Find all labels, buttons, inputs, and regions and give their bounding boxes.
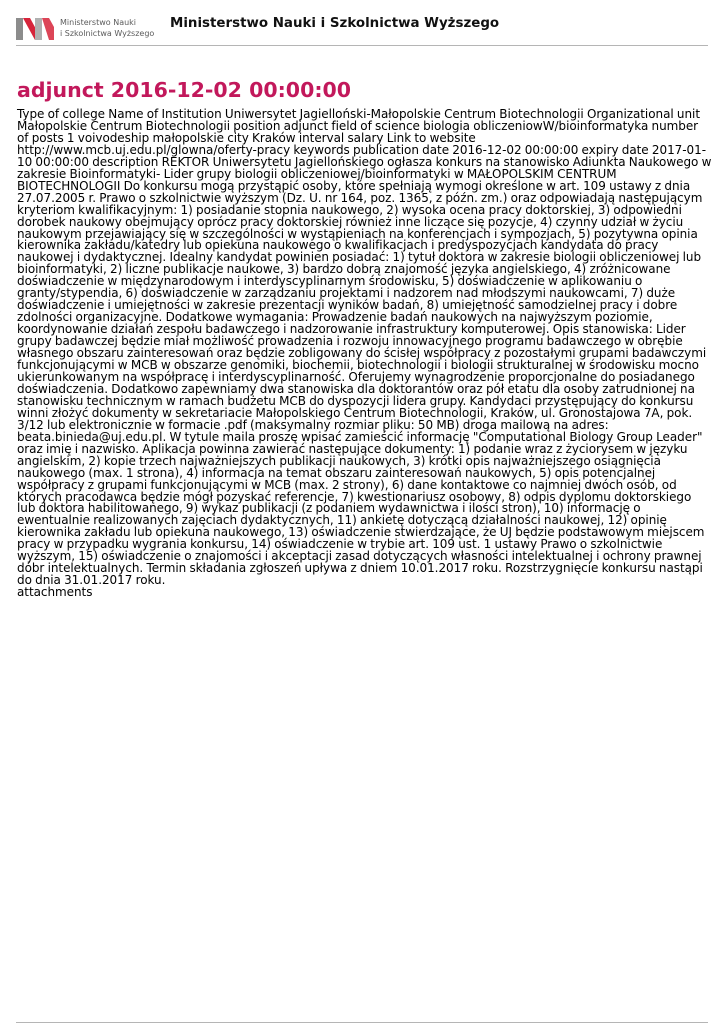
attachments-label: attachments: [17, 585, 93, 600]
footer-divider: [16, 1022, 708, 1023]
ministry-logo-icon: [16, 18, 54, 40]
logo-text: [60, 17, 154, 39]
page-header: [16, 14, 708, 44]
document-body: Type of college Name of Institution Uniwersytet Jagielloński-Małopolskie Centrum Biotechnologii Organizational unit Małopolskie Centrum Biotechnologii position adjunct field of science biologia obliczeniowW/bioinformatyka number of posts 1 voivodeship małopolskie city Kraków interval salary Link to website http://www.mcb.uj.edu.pl/glowna/oferty-pracy keywords publication date 2016-12-02 00:00:00 expiry date 2017-01-10 00:00:00 description REKTOR Uniwersytetu Jagiellońskiego ogłasza konkurs na stanowisko Adiunkta Naukowego w zakresie Bioinformatyki- Lider grupy biologii obliczeniowej/bioinformatyki w MAŁOPOLSKIM CENTRUM BIOTECHNOLOGII Do konkursu mogą przystąpić osoby, które spełniają wymogi określone w art. 109 ustawy z dnia 27.07.2005 r. Prawo o szkolnictwie wyższym (Dz. U. nr 164, poz. 1365, z późn. zm.) oraz odpowiadają następującym kryteriom kwalifikacyjnym: 1) posiadanie stopnia naukowego, 2) wysoka ocena pracy doktorskiej, 3) odpowiedni dorobek naukowy obejmujący oprócz pracy doktorskiej również inne liczące się pozycje, 4) czynny udział w życiu naukowym przejawiający się w szczególności w wystąpieniach na konferencjach i sympozjach, 5) pozytywna opinia kierownika zakładu/katedry lub opiekuna naukowego o kwalifikacjach i predyspozycjach kandydata do pracy naukowej i dydaktycznej. Idealny kandydat powinien posiadać: 1) tytuł doktora w zakresie biologii obliczeniowej lub bioinformatyki, 2) liczne publikacje naukowe, 3) bardzo dobrą znajomość języka angielskiego, 4) zróżnicowane doświadczenie w międzynarodowym i interdyscyplinarnym środowisku, 5) doświadczenie w aplikowaniu o granty/stypendia, 6) doświadczenie w zarządzaniu projektami i nadzorem nad młodszymi naukowcami, 7) duże doświadczenie i umiejętności w zakresie prezentacji wyników badań, 8) umiejętność samodzielnej pracy i dobre zdolności organizacyjne. Dodatkowe wymagania: Prowadzenie badań naukowych na najwyższym poziomie, koordynowanie działań zespołu badawczego i nadzorowanie infrastruktury komputerowej. Opis stanowiska: Lider grupy badawczej będzie miał możliwość prowadzenia i rozwoju innowacyjnego programu badawczego w obrębie własnego obszaru zainteresowań oraz będzie zobligowany do ścisłej współpracy z pozostałymi grupami badawczymi funkcjonującymi w MCB w obszarze genomiki, biochemii, biotechnologii i biologii strukturalnej w środowisku mocno ukierunkowanym na współpracę i interdyscyplinarność. Oferujemy wynagrodzenie proporcjonalne do posiadanego doświadczenia. Dodatkowo zapewniamy dwa stanowiska dla doktorantów oraz pół etatu dla osoby zatrudnionej na stanowisku technicznym w ramach budżetu MCB do dyspozycji lidera grupy. Kandydaci przystępujący do konkursu winni złożyć dokumenty w sekretariacie Małopolskiego Centrum Biotechnologii, Kraków, ul. Gronostajowa 7A, pok. 3/12 lub elektronicznie w formacie .pdf (maksymalny rozmiar pliku: 50 MB) droga mailową na adres: beata.binieda@uj.edu.pl. W tytule maila proszę wpisać zamieścić informację "Computational Biology Group Leader" oraz imię i nazwisko. Aplikacja powinna zawierać następujące dokumenty: 1) podanie wraz z życiorysem w języku angielskim, 2) kopie trzech najważniejszych publikacji naukowych, 3) krótki opis najważniejszego osiągnięcia naukowego (max. 1 strona), 4) informacja na temat obszaru zainteresowań naukowych, 5) opis potencjalnej współpracy z grupami funkcjonującymi w MCB (max. 2 strony), 6) dane kontaktowe co najmniej dwóch osób, od których pracodawca będzie mógł pozyskać referencje, 7) kwestionariusz osobowy, 8) odpis dyplomu doktorskiego lub doktora habilitowanego, 9) wykaz publikacji (z podaniem wydawnictwa i ilości stron), 10) informację o ewentualnie realizowanych zajęciach dydaktycznych, 11) ankietę dotyczącą działalności naukowej, 12) opinię kierownika zakładu lub opiekuna naukowego, 13) oświadczenie stwierdzające, że UJ będzie podstawowym miejscem pracy w przypadku wygrania konkursu, 14) oświadczenie w trybie art. 109 ust. 1 ustawy Prawo o szkolnictwie wyższym, 15) oświadczenie o znajomości i akceptacji zasad dotyczących własności intelektualnej i ochrony prawnej dóbr intelektualnych. Termin składania zgłoszeń upływa z dniem 10.01.2017 roku. Rozstrzygnięcie konkursu nastąpi do dnia 31.01.2017 roku.: [17, 107, 712, 588]
ministry-logo[interactable]: [16, 16, 166, 44]
header-title: Ministerstwo Nauki i Szkolnictwa Wyższego: [170, 16, 500, 31]
document-content: [17, 109, 712, 599]
header-divider: [16, 45, 708, 46]
document-title: adjunct 2016-12-02 00:00:00: [17, 78, 352, 102]
logo-line-2: i Szkolnictwa Wyższego: [60, 29, 155, 38]
logo-line-1: Ministerstwo Nauki: [60, 18, 137, 27]
